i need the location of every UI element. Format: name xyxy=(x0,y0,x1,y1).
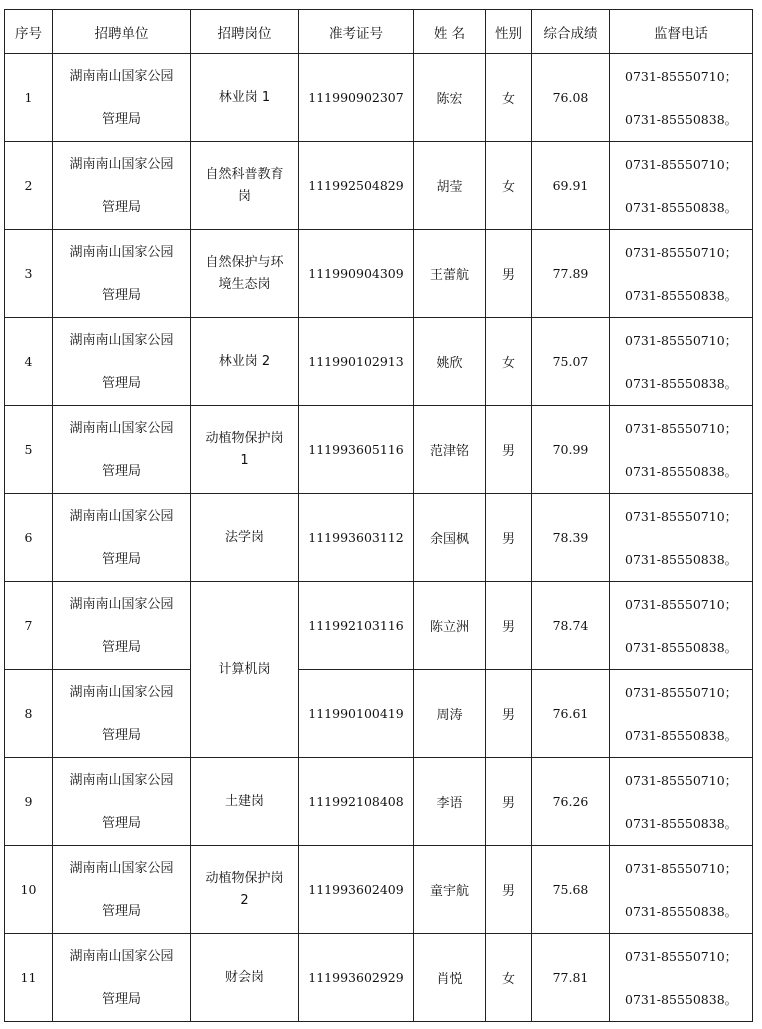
unit-line: 管理局 xyxy=(101,639,141,655)
exam-id: 111992103116 xyxy=(299,582,414,670)
phone-cell xyxy=(610,142,753,230)
candidate-name: 姚欣 xyxy=(414,318,486,406)
row-number: 10 xyxy=(5,846,53,934)
unit-line: 湖南南山国家公园 xyxy=(69,244,174,260)
candidate-name: 范津铭 xyxy=(414,406,486,494)
header-unit: 招聘单位 xyxy=(53,10,191,54)
candidate-name: 童宇航 xyxy=(414,846,486,934)
phone-cell xyxy=(610,758,753,846)
phone-line: 0731-85550838。 xyxy=(625,111,738,127)
unit-cell xyxy=(53,54,191,142)
header-name: 姓 名 xyxy=(414,10,486,54)
post-line: 动植物保护岗 xyxy=(205,430,284,446)
phone-cell xyxy=(610,318,753,406)
gender: 男 xyxy=(486,230,532,318)
table-row xyxy=(5,142,753,230)
header-score: 综合成绩 xyxy=(532,10,610,54)
unit-line: 湖南南山国家公园 xyxy=(69,948,174,964)
post-cell xyxy=(191,54,299,142)
post-line: 岗 xyxy=(237,188,251,204)
phone-line: 0731-85550710； xyxy=(625,420,738,436)
gender: 男 xyxy=(486,846,532,934)
score: 76.26 xyxy=(532,758,610,846)
unit-cell xyxy=(53,406,191,494)
gender: 女 xyxy=(486,318,532,406)
unit-line: 湖南南山国家公园 xyxy=(69,420,174,436)
candidate-name: 肖悦 xyxy=(414,934,486,1022)
phone-line: 0731-85550838。 xyxy=(625,375,738,391)
unit-cell xyxy=(53,142,191,230)
phone-line: 0731-85550838。 xyxy=(625,991,738,1007)
table-row xyxy=(5,846,753,934)
post-cell xyxy=(191,494,299,582)
post-cell xyxy=(191,230,299,318)
unit-line: 管理局 xyxy=(101,463,141,479)
phone-line: 0731-85550710； xyxy=(625,508,738,524)
phone-line: 0731-85550838。 xyxy=(625,727,738,743)
gender: 女 xyxy=(486,142,532,230)
candidate-name: 陈立洲 xyxy=(414,582,486,670)
phone-cell xyxy=(610,54,753,142)
phone-cell xyxy=(610,230,753,318)
unit-cell xyxy=(53,582,191,670)
phone-line: 0731-85550710； xyxy=(625,860,738,876)
candidate-name: 胡莹 xyxy=(414,142,486,230)
exam-id: 111993605116 xyxy=(299,406,414,494)
gender: 男 xyxy=(486,758,532,846)
score: 75.68 xyxy=(532,846,610,934)
unit-cell xyxy=(53,758,191,846)
score: 78.39 xyxy=(532,494,610,582)
exam-id: 111990902307 xyxy=(299,54,414,142)
unit-line: 湖南南山国家公园 xyxy=(69,508,174,524)
score: 75.07 xyxy=(532,318,610,406)
candidate-name: 周涛 xyxy=(414,670,486,758)
phone-line: 0731-85550838。 xyxy=(625,463,738,479)
score: 77.89 xyxy=(532,230,610,318)
table-row xyxy=(5,670,753,758)
gender: 女 xyxy=(486,934,532,1022)
post-cell xyxy=(191,406,299,494)
unit-line: 管理局 xyxy=(101,287,141,303)
phone-cell xyxy=(610,582,753,670)
unit-cell xyxy=(53,670,191,758)
unit-line: 湖南南山国家公园 xyxy=(69,772,174,788)
gender: 男 xyxy=(486,582,532,670)
candidate-name: 李语 xyxy=(414,758,486,846)
post-cell xyxy=(191,582,299,758)
unit-line: 管理局 xyxy=(101,375,141,391)
unit-line: 湖南南山国家公园 xyxy=(69,332,174,348)
exam-id: 111992504829 xyxy=(299,142,414,230)
table-row xyxy=(5,934,753,1022)
phone-line: 0731-85550710； xyxy=(625,332,738,348)
row-number: 8 xyxy=(5,670,53,758)
header-phone: 监督电话 xyxy=(610,10,753,54)
table-row xyxy=(5,582,753,670)
phone-line: 0731-85550710； xyxy=(625,156,738,172)
table-row xyxy=(5,406,753,494)
phone-line: 0731-85550710； xyxy=(625,68,738,84)
gender: 男 xyxy=(486,494,532,582)
row-number: 6 xyxy=(5,494,53,582)
table-row xyxy=(5,494,753,582)
unit-line: 管理局 xyxy=(101,991,141,1007)
phone-cell xyxy=(610,670,753,758)
post-line: 自然科普教育 xyxy=(205,166,284,182)
post-cell xyxy=(191,846,299,934)
post-line: 法学岗 xyxy=(224,529,264,545)
unit-line: 管理局 xyxy=(101,727,141,743)
phone-cell xyxy=(610,494,753,582)
score: 76.08 xyxy=(532,54,610,142)
phone-cell xyxy=(610,934,753,1022)
post-line: 计算机岗 xyxy=(218,661,271,677)
phone-line: 0731-85550838。 xyxy=(625,551,738,567)
unit-line: 湖南南山国家公园 xyxy=(69,684,174,700)
row-number: 11 xyxy=(5,934,53,1022)
table-row xyxy=(5,318,753,406)
table-row xyxy=(5,54,753,142)
gender: 男 xyxy=(486,670,532,758)
header-exam-id: 准考证号 xyxy=(299,10,414,54)
exam-id: 111990100419 xyxy=(299,670,414,758)
score: 78.74 xyxy=(532,582,610,670)
post-line: 林业岗 1 xyxy=(218,89,271,105)
candidate-name: 余国枫 xyxy=(414,494,486,582)
row-number: 3 xyxy=(5,230,53,318)
header-no: 序号 xyxy=(5,10,53,54)
exam-id: 111993603112 xyxy=(299,494,414,582)
results-table xyxy=(4,9,753,1022)
table-row xyxy=(5,230,753,318)
unit-line: 管理局 xyxy=(101,815,141,831)
unit-line: 湖南南山国家公园 xyxy=(69,860,174,876)
phone-cell xyxy=(610,846,753,934)
post-line: 林业岗 2 xyxy=(218,353,271,369)
post-cell xyxy=(191,758,299,846)
header-post: 招聘岗位 xyxy=(191,10,299,54)
phone-line: 0731-85550838。 xyxy=(625,639,738,655)
phone-line: 0731-85550838。 xyxy=(625,199,738,215)
exam-id: 111993602929 xyxy=(299,934,414,1022)
score: 69.91 xyxy=(532,142,610,230)
exam-id: 111992108408 xyxy=(299,758,414,846)
table-body xyxy=(5,54,753,1022)
post-cell xyxy=(191,142,299,230)
post-line: 财会岗 xyxy=(224,969,264,985)
post-line: 境生态岗 xyxy=(218,276,271,292)
exam-id: 111993602409 xyxy=(299,846,414,934)
unit-line: 湖南南山国家公园 xyxy=(69,596,174,612)
row-number: 4 xyxy=(5,318,53,406)
unit-line: 管理局 xyxy=(101,903,141,919)
unit-line: 湖南南山国家公园 xyxy=(69,68,174,84)
table-row xyxy=(5,758,753,846)
unit-cell xyxy=(53,846,191,934)
row-number: 7 xyxy=(5,582,53,670)
post-line: 土建岗 xyxy=(224,793,264,809)
row-number: 2 xyxy=(5,142,53,230)
candidate-name: 陈宏 xyxy=(414,54,486,142)
row-number: 1 xyxy=(5,54,53,142)
phone-line: 0731-85550838。 xyxy=(625,903,738,919)
gender: 女 xyxy=(486,54,532,142)
unit-cell xyxy=(53,318,191,406)
phone-cell xyxy=(610,406,753,494)
post-cell xyxy=(191,934,299,1022)
phone-line: 0731-85550710； xyxy=(625,948,738,964)
unit-cell xyxy=(53,494,191,582)
post-line: 1 xyxy=(240,452,249,468)
gender: 男 xyxy=(486,406,532,494)
score: 77.81 xyxy=(532,934,610,1022)
post-cell xyxy=(191,318,299,406)
phone-line: 0731-85550838。 xyxy=(625,287,738,303)
unit-cell xyxy=(53,934,191,1022)
row-number: 9 xyxy=(5,758,53,846)
row-number: 5 xyxy=(5,406,53,494)
unit-cell xyxy=(53,230,191,318)
exam-id: 111990904309 xyxy=(299,230,414,318)
phone-line: 0731-85550710； xyxy=(625,684,738,700)
post-line: 动植物保护岗 xyxy=(205,870,284,886)
unit-line: 管理局 xyxy=(101,551,141,567)
header-row xyxy=(5,10,753,54)
unit-line: 管理局 xyxy=(101,199,141,215)
post-line: 自然保护与环 xyxy=(205,254,284,270)
unit-line: 湖南南山国家公园 xyxy=(69,156,174,172)
score: 70.99 xyxy=(532,406,610,494)
header-gender: 性别 xyxy=(486,10,532,54)
phone-line: 0731-85550710； xyxy=(625,596,738,612)
unit-line: 管理局 xyxy=(101,111,141,127)
post-line: 2 xyxy=(240,892,249,908)
score: 76.61 xyxy=(532,670,610,758)
phone-line: 0731-85550838。 xyxy=(625,815,738,831)
phone-line: 0731-85550710； xyxy=(625,772,738,788)
phone-line: 0731-85550710； xyxy=(625,244,738,260)
exam-id: 111990102913 xyxy=(299,318,414,406)
candidate-name: 王蕾航 xyxy=(414,230,486,318)
